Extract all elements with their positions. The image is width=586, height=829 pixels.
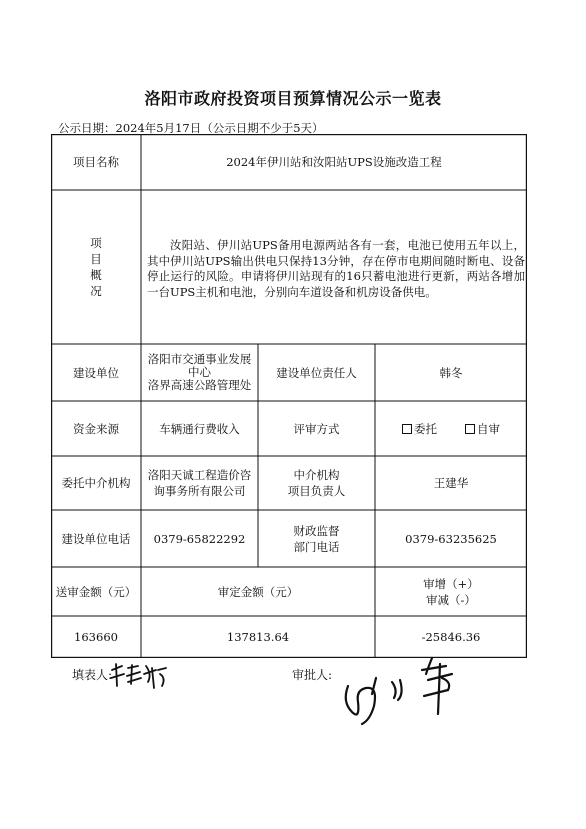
unit-phone-value: 0379-65822292 bbox=[153, 531, 246, 546]
construction-unit-label: 建设单位 bbox=[73, 365, 119, 380]
review-option-entrust[interactable]: 委托 bbox=[402, 422, 437, 436]
agency-label: 委托中介机构 bbox=[61, 476, 131, 490]
overview-label: 项 目 概 况 bbox=[90, 236, 102, 298]
submitted-amount-value: 163660 bbox=[74, 630, 118, 644]
agency-value: 洛阳天诚工程造价咨 询事务所有限公司 bbox=[147, 468, 252, 498]
diff-amount-label: 审增（+） 审减（-） bbox=[423, 576, 479, 607]
finance-phone-label: 财政监督 部门电话 bbox=[293, 523, 340, 554]
unit-phone-label: 建设单位电话 bbox=[61, 531, 131, 546]
submitted-amount-label: 送审金额（元） bbox=[55, 584, 137, 599]
review-method-label: 评审方式 bbox=[293, 421, 340, 436]
page-title: 洛阳市政府投资项目预算情况公示一览表 bbox=[144, 89, 442, 108]
project-name-label: 项目名称 bbox=[73, 155, 119, 169]
fund-source-value: 车辆通行费收入 bbox=[159, 421, 240, 436]
review-method-options bbox=[375, 401, 527, 456]
approved-amount-label: 审定金额（元） bbox=[217, 584, 299, 599]
checkbox-icon bbox=[465, 424, 475, 434]
unit-leader-value: 韩冬 bbox=[439, 365, 463, 380]
agency-leader-label: 中介机构 项目负责人 bbox=[287, 468, 346, 498]
diff-amount-value: -25846.36 bbox=[421, 630, 481, 644]
approved-amount-value: 137813.64 bbox=[226, 630, 290, 644]
overview-text: 汝阳站、伊川站UPS备用电源两站各有一套，电池已使用五年以上，其中伊川站UPS输出供电只保持13分钟，存在停市电期间随时断电、设备停止运行的风险。申请将伊川站现有的16只蓄电池进行更新，两站各增加一台UPS主机和电池，分别向车道设备和机房设备供电。 bbox=[147, 238, 525, 299]
approver-signature bbox=[336, 650, 476, 730]
filler-label: 填表人: bbox=[72, 668, 113, 682]
project-name-value: 2024年伊川站和汝阳站UPS设施改造工程 bbox=[226, 155, 442, 169]
approver-label: 审批人: bbox=[292, 668, 333, 682]
filler-signature bbox=[108, 660, 170, 692]
agency-leader-value: 王建华 bbox=[433, 476, 469, 490]
review-option-self[interactable]: 自审 bbox=[465, 422, 500, 436]
construction-unit-value: 洛阳市交通事业发展 中心 洛界高速公路管理处 bbox=[147, 352, 252, 392]
budget-table bbox=[51, 134, 527, 658]
checkbox-icon bbox=[402, 424, 412, 434]
finance-phone-value: 0379-63235625 bbox=[405, 531, 497, 546]
fund-source-label: 资金来源 bbox=[73, 421, 119, 436]
unit-leader-label: 建设单位责任人 bbox=[276, 365, 357, 380]
publish-date: 公示日期：2024年5月17日（公示日期不少于5天） bbox=[58, 121, 324, 135]
